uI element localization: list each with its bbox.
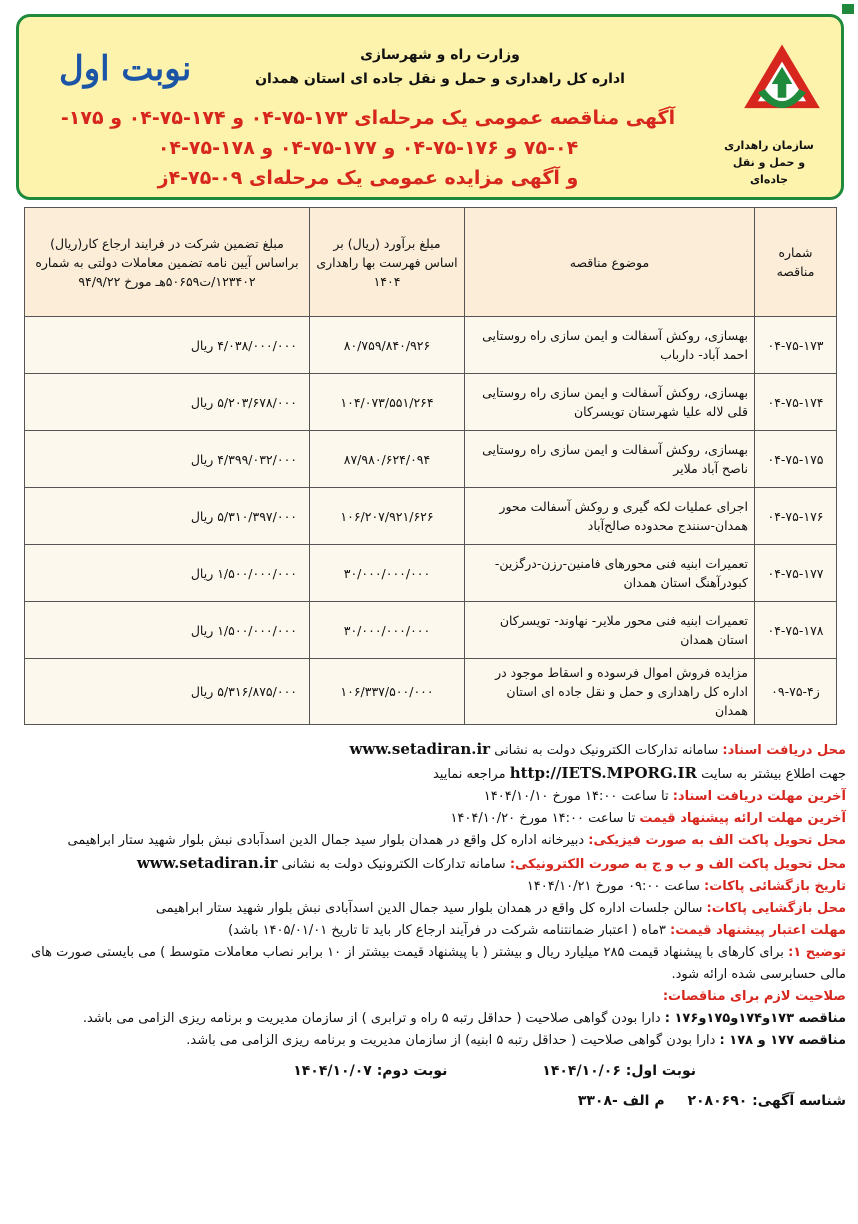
validity-text: ۳ماه ( اعتبار ضمانتنامه شرکت در فرآیند ارجاع کار باید تا تاریخ ۱۴۰۵/۰۱/۰۱ باشد) <box>228 923 666 938</box>
title-line-2: ۷۵-۰۴ و ۱۷۶-۷۵-۰۴ و ۱۷۷-۷۵-۰۴ و ۱۷۸-۷۵-۰۴ <box>157 137 579 159</box>
tenders-table <box>24 207 837 725</box>
title-line-1: آگهی مناقصه عمومی یک مرحله‌ای ۱۷۳-۷۵-۰۴ و ۱۷۴-۷۵-۰۴ و ۱۷۵- <box>60 107 676 129</box>
page <box>4 4 854 1220</box>
tender-number: ۰۴-۷۵-۱۷۵ <box>755 431 837 488</box>
header-card <box>16 14 844 200</box>
qualification-heading-line <box>26 986 846 1008</box>
tender-number: ۰۴-۷۵-۱۷۳ <box>755 317 837 374</box>
road-organization-logo-icon <box>739 41 825 127</box>
opening-place-text: سالن جلسات اداره کل واقع در همدان بلوار سید جمال الدین اسدآبادی نبش بلوار شهید ستار ابراهیمی <box>155 901 703 916</box>
note-line <box>26 942 846 986</box>
qualification-heading: صلاحیت لازم برای مناقصات: <box>662 989 846 1004</box>
ad-id-code: م الف -۳۳۰۸ <box>577 1093 665 1109</box>
tender-guarantee: ۱/۵۰۰/۰۰۰/۰۰۰ ریال <box>25 545 310 602</box>
ad-identifier <box>26 1090 846 1112</box>
docs-text: سامانه تدارکات الکترونیک دولت به نشانی <box>494 743 719 758</box>
physical-delivery-label: محل تحویل پاکت الف به صورت فیزیکی: <box>588 833 846 848</box>
table-row <box>25 374 837 431</box>
tender-estimate: ۱۰۴/۰۷۳/۵۵۱/۲۶۴ <box>310 374 465 431</box>
tender-subject: اجرای عملیات لکه گیری و روکش آسفالت محور همدان-سنندج محدوده صالح‌آباد <box>465 488 755 545</box>
deadline-docs-line <box>26 786 846 808</box>
tender-estimate: ۳۰/۰۰۰/۰۰۰/۰۰۰ <box>310 545 465 602</box>
deadline-offer-label: آخرین مهلت ارائه پیشنهاد قیمت <box>639 811 846 826</box>
tender-subject: بهسازی، روکش آسفالت و ایمن سازی راه روستایی قلی لاله علیا شهرستان تویسرکان <box>465 374 755 431</box>
announcement-details <box>26 738 846 1112</box>
qualification-1-line <box>26 1008 846 1030</box>
qualification-2-label: مناقصه ۱۷۷ و ۱۷۸ : <box>719 1033 846 1048</box>
deadline-offer-line <box>26 808 846 830</box>
tender-estimate: ۱۰۶/۳۳۷/۵۰۰/۰۰۰ <box>310 659 465 725</box>
opening-place-label: محل بازگشایی پاکات: <box>706 901 846 916</box>
deadline-docs-label: آخرین مهلت دریافت اسناد: <box>672 789 846 804</box>
second-publication-date: ۱۴۰۴/۱۰/۰۷ <box>293 1063 372 1079</box>
ad-id-label: شناسه آگهی: <box>752 1093 846 1109</box>
physical-delivery-text: دبیرخانه اداره کل واقع در همدان بلوار سید جمال الدین اسدآبادی نبش بلوار شهید ستار ابراهیمی <box>67 833 585 848</box>
tender-number: ۰۴-۷۵-۱۷۴ <box>755 374 837 431</box>
table-row <box>25 431 837 488</box>
table-row <box>25 317 837 374</box>
department-name: اداره کل راهداری و حمل و نقل جاده ای استان همدان <box>255 71 625 87</box>
tender-estimate: ۸۷/۹۸۰/۶۲۴/۰۹۴ <box>310 431 465 488</box>
docs-label: محل دریافت اسناد: <box>722 743 846 758</box>
nobat-tag: نوبت اول <box>59 49 192 89</box>
second-publication-label: نوبت دوم: <box>376 1063 448 1079</box>
first-publication-label: نوبت اول: <box>625 1063 696 1079</box>
header-number: شماره مناقصه <box>755 208 837 317</box>
tender-guarantee: ۵/۳۱۰/۳۹۷/۰۰۰ ریال <box>25 488 310 545</box>
tender-estimate: ۸۰/۷۵۹/۸۴۰/۹۲۶ <box>310 317 465 374</box>
corner-mark <box>842 4 854 14</box>
tender-number: ۰۹-۷۵-۴ز <box>755 659 837 725</box>
iets-link[interactable]: http://IETS.MPORG.IR <box>509 764 697 782</box>
first-publication-date: ۱۴۰۴/۱۰/۰۶ <box>542 1063 621 1079</box>
header-estimate: مبلغ برآورد (ریال) بر اساس فهرست بها راهداری ۱۴۰۴ <box>310 208 465 317</box>
tender-number: ۰۴-۷۵-۱۷۸ <box>755 602 837 659</box>
electronic-delivery-line <box>26 852 846 876</box>
opening-date-text: ساعت ۰۹:۰۰ مورخ ۱۴۰۴/۱۰/۲۱ <box>526 879 700 894</box>
tender-guarantee: ۵/۲۰۳/۶۷۸/۰۰۰ ریال <box>25 374 310 431</box>
note-label: توضیح ۱: <box>788 945 846 960</box>
opening-date-label: تاریخ بازگشائی پاکات: <box>704 879 846 894</box>
electronic-delivery-text: سامانه تدارکات الکترونیک دولت به نشانی <box>281 857 506 872</box>
tender-subject: تعمیرات ابنیه فنی محور ملایر- نهاوند- تویسرکان استان همدان <box>465 602 755 659</box>
tender-subject: تعمیرات ابنیه فنی محورهای فامنین-رزن-درگزین-کبودرآهنگ استان همدان <box>465 545 755 602</box>
opening-date-line <box>26 876 846 898</box>
validity-label: مهلت اعتبار پیشنهاد قیمت: <box>670 923 846 938</box>
table-row <box>25 602 837 659</box>
logo-line-1: سازمان راهداری <box>724 139 814 152</box>
tender-subject: مزایده فروش اموال فرسوده و اسقاط موجود در اداره کل راهداری و حمل و نقل جاده ای استان همدان <box>465 659 755 725</box>
setad-link[interactable]: www.setadiran.ir <box>349 740 491 758</box>
more-info-text: جهت اطلاع بیشتر به سایت <box>701 767 846 782</box>
qualification-2-line <box>26 1030 846 1052</box>
tender-guarantee: ۴/۳۹۹/۰۳۲/۰۰۰ ریال <box>25 431 310 488</box>
tender-guarantee: ۵/۳۱۶/۸۷۵/۰۰۰ ریال <box>25 659 310 725</box>
deadline-docs-text: تا ساعت ۱۴:۰۰ مورخ ۱۴۰۴/۱۰/۱۰ <box>483 789 669 804</box>
tender-estimate: ۳۰/۰۰۰/۰۰۰/۰۰۰ <box>310 602 465 659</box>
tender-guarantee: ۴/۰۳۸/۰۰۰/۰۰۰ ریال <box>25 317 310 374</box>
tender-number: ۰۴-۷۵-۱۷۶ <box>755 488 837 545</box>
ad-id-value: ۲۰۸۰۶۹۰ <box>687 1093 748 1109</box>
ministry-name: وزارت راه و شهرسازی <box>360 47 520 63</box>
organization-logo <box>713 41 825 188</box>
opening-place-line <box>26 898 846 920</box>
header-subject: موضوع مناقصه <box>465 208 755 317</box>
table-header-row <box>25 208 837 317</box>
qualification-1-label: مناقصه ۱۷۳و۱۷۴و۱۷۵و۱۷۶ : <box>664 1011 846 1026</box>
table-row <box>25 545 837 602</box>
table-row <box>25 488 837 545</box>
tender-estimate: ۱۰۶/۲۰۷/۹۲۱/۶۲۶ <box>310 488 465 545</box>
more-info-end: مراجعه نمایید <box>432 767 506 782</box>
announcement-title <box>35 103 701 193</box>
physical-delivery-line <box>26 830 846 852</box>
title-line-3: و آگهی مزایده عمومی یک مرحله‌ای ۰۹-۷۵-۴ز <box>157 167 579 189</box>
publication-dates <box>26 1060 846 1082</box>
logo-line-2: و حمل و نقل جاده‌ای <box>732 156 806 186</box>
electronic-delivery-label: محل تحویل پاکت الف و ب و ج به صورت الکترونیکی: <box>509 857 846 872</box>
qualification-1-text: دارا بودن گواهی صلاحیت ( حداقل رتبه ۵ راه و ترابری ) از سازمان مدیریت و برنامه ریزی الزامی می باشد. <box>82 1011 661 1026</box>
qualification-2-text: دارا بودن گواهی صلاحیت ( حداقل رتبه ۵ ابنیه) از سازمان مدیریت و برنامه ریزی الزامی می باشد. <box>186 1033 716 1048</box>
validity-line <box>26 920 846 942</box>
setad-link-2[interactable]: www.setadiran.ir <box>136 854 278 872</box>
more-info-line <box>26 762 846 786</box>
header-guarantee: مبلغ تضمین شرکت در فرایند ارجاع کار(ریال) براساس آیین نامه تضمین معاملات دولتی به شماره ۱۲۳۴۰۲/ت۵۰۶۵۹هـ مورخ ۹۴/۹/۲۲ <box>25 208 310 317</box>
table-row <box>25 659 837 725</box>
tender-subject: بهسازی، روکش آسفالت و ایمن سازی راه روستایی احمد آباد- دارباب <box>465 317 755 374</box>
tender-number: ۰۴-۷۵-۱۷۷ <box>755 545 837 602</box>
tender-guarantee: ۱/۵۰۰/۰۰۰/۰۰۰ ریال <box>25 602 310 659</box>
note-text: برای کارهای با پیشنهاد قیمت ۲۸۵ میلیارد ریال و بیشتر ( با پیشنهاد قیمت بیشتر از ۱۰ برابر نصاب معاملات متوسط ) می بایستی صورت های مالی حسابرسی شده ارائه شود. <box>30 945 846 982</box>
deadline-offer-text: تا ساعت ۱۴:۰۰ مورخ ۱۴۰۴/۱۰/۲۰ <box>450 811 636 826</box>
tender-subject: بهسازی، روکش آسفالت و ایمن سازی راه روستایی ناصح آباد ملایر <box>465 431 755 488</box>
docs-line <box>26 738 846 762</box>
